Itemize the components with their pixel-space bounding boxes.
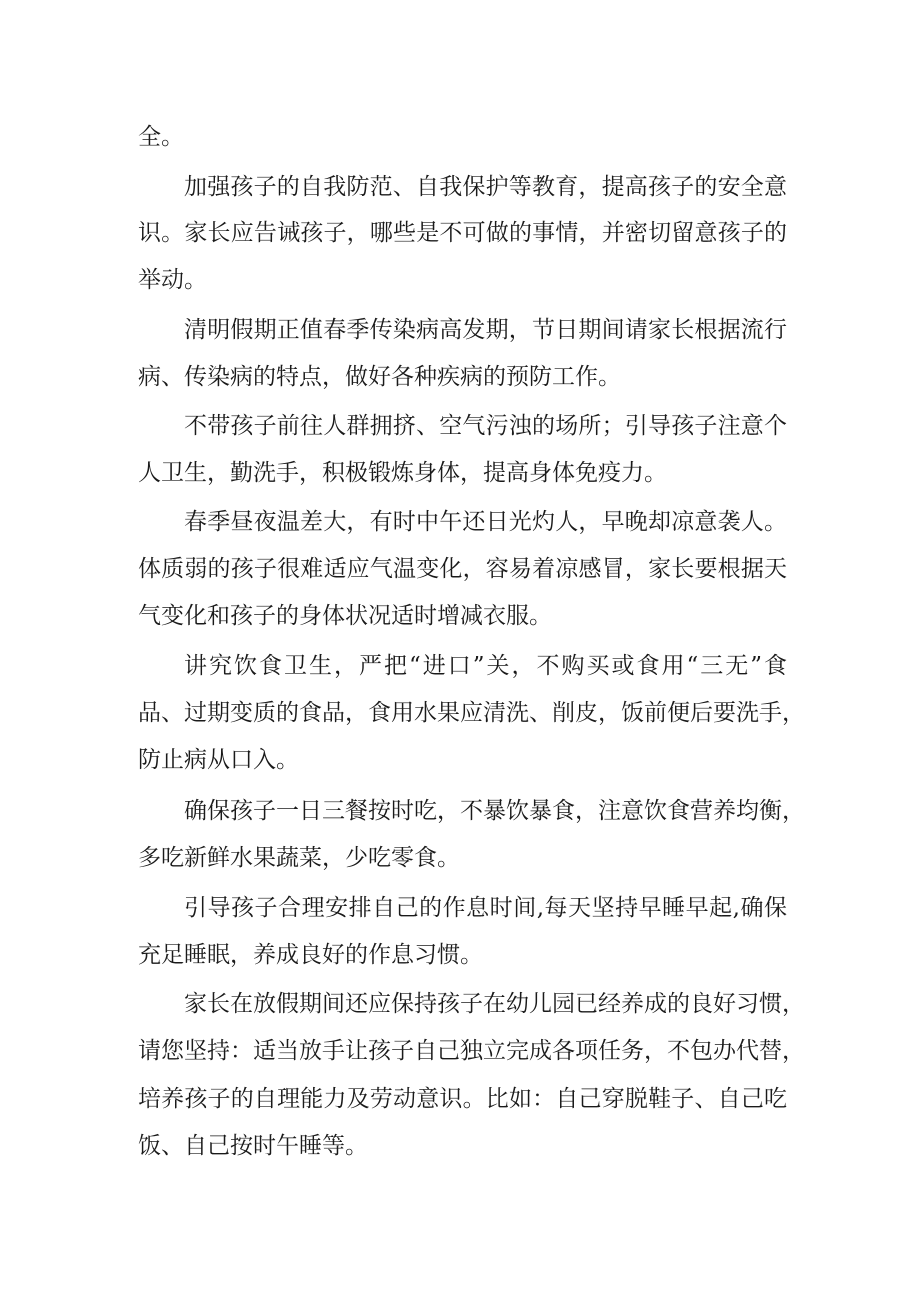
text-line: 防止病从口入。: [138, 747, 299, 773]
text-line: 讲究饮食卫生，严把“进口”关，不购买或食用“三无”食: [184, 653, 787, 679]
text-line: 家长在放假期间还应保持孩子在幼儿园已经养成的良好习惯，: [184, 991, 805, 1017]
text-line: 举动。: [138, 267, 207, 293]
text-line: 全。: [138, 124, 184, 150]
text-line: 清明假期正值春季传染病高发期，节日期间请家长根据流行: [184, 317, 787, 343]
text-line: 病、传染病的特点，做好各种疾病的预防工作。: [138, 364, 621, 390]
text-line: 充足睡眠，养成良好的作息习惯。: [138, 942, 483, 968]
text-line: 人卫生，勤洗手，积极锻炼身体，提高身体免疫力。: [138, 460, 667, 486]
text-line: 引导孩子合理安排自己的作息时间,每天坚持早睡早起,确保: [184, 895, 787, 921]
text-line: 春季昼夜温差大，有时中午还日光灼人，早晚却凉意袭人。: [184, 509, 787, 535]
text-line: 识。家长应告诫孩子，哪些是不可做的事情，并密切留意孩子的: [138, 220, 787, 246]
text-line: 不带孩子前往人群拥挤、空气污浊的场所；引导孩子注意个: [184, 413, 787, 439]
text-line: 多吃新鲜水果蔬菜，少吃零食。: [138, 845, 460, 871]
text-line: 品、过期变质的食品，食用水果应清洗、削皮，饭前便后要洗手，: [138, 700, 805, 726]
text-line: 气变化和孩子的身体状况适时增减衣服。: [138, 603, 552, 629]
text-line: 加强孩子的自我防范、自我保护等教育，提高孩子的安全意: [184, 174, 787, 200]
text-line: 请您坚持：适当放手让孩子自己独立完成各项任务，不包办代替，: [138, 1038, 805, 1064]
text-line: 确保孩子一日三餐按时吃，不暴饮暴食，注意饮食营养均衡，: [184, 798, 805, 824]
text-line: 培养孩子的自理能力及劳动意识。比如：自己穿脱鞋子、自己吃: [138, 1086, 787, 1112]
text-line: 体质弱的孩子很难适应气温变化，容易着凉感冒，家长要根据天: [138, 556, 787, 582]
text-line: 饭、自己按时午睡等。: [138, 1133, 368, 1159]
